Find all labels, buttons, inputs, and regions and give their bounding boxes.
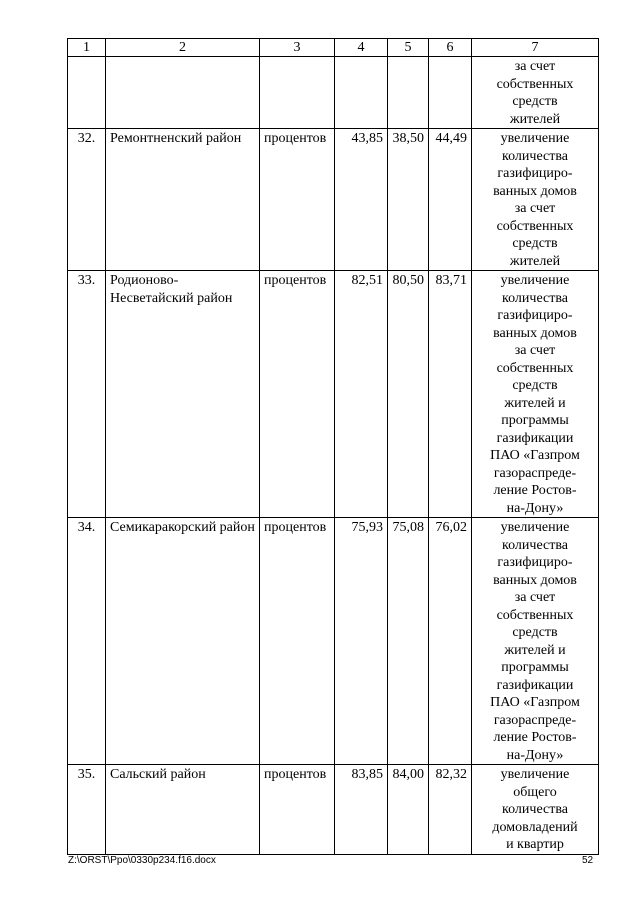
note-line: количества <box>502 290 568 306</box>
note-line: средств <box>512 94 558 109</box>
note-line: ление Ростов- <box>493 730 577 745</box>
note-line: увеличение <box>500 131 570 146</box>
value-col6-cell: 83,71 <box>429 271 472 518</box>
value-col4-cell <box>335 57 388 129</box>
note-line: на-Дону» <box>506 500 564 516</box>
note-line: собственных <box>496 607 574 623</box>
note-line: ванных домов <box>493 183 577 199</box>
value-col6-cell <box>429 57 472 129</box>
column-header-6: 6 <box>429 39 472 57</box>
value-col6-cell: 82,32 <box>429 765 472 855</box>
note-line: средств <box>512 236 558 251</box>
district-name-cell: Родионово-Несветайский район <box>106 271 260 518</box>
note-cell <box>472 271 599 518</box>
note-cell <box>472 57 599 129</box>
note-line: программы <box>501 413 569 428</box>
note-line: программы <box>501 660 569 675</box>
note-line: газифициро- <box>497 555 573 570</box>
note-line: ванных домов <box>493 572 577 588</box>
note-line: домовладений <box>492 819 578 835</box>
note-line: общего <box>513 784 557 800</box>
value-col4-cell: 82,51 <box>335 271 388 518</box>
data-table <box>67 38 599 855</box>
column-header-3: 3 <box>260 39 335 57</box>
note-line: ПАО «Газпром <box>490 695 580 710</box>
note-line: количества <box>502 148 568 164</box>
note-line: жителей <box>509 253 561 269</box>
value-col4-cell: 75,93 <box>335 518 388 765</box>
note-cell <box>472 129 599 271</box>
table-row <box>68 271 599 518</box>
footer-file-path: Z:\ORST\Ppo\0330p234.f16.docx <box>68 855 216 866</box>
table-row <box>68 129 599 271</box>
row-number-cell: 33. <box>68 271 106 518</box>
value-col5-cell <box>388 57 429 129</box>
value-col5-cell: 80,50 <box>388 271 429 518</box>
note-line: собственных <box>496 360 574 376</box>
note-line: газифициро- <box>497 166 573 181</box>
table-row <box>68 765 599 855</box>
value-col5-cell: 84,00 <box>388 765 429 855</box>
row-number-cell <box>68 57 106 129</box>
note-line: газифициро- <box>497 308 573 323</box>
unit-cell: процентов <box>260 271 335 518</box>
note-line: за счет <box>514 343 556 358</box>
note-line: средств <box>512 625 558 640</box>
note-line: за счет <box>514 590 556 605</box>
note-line: жителей <box>509 111 561 127</box>
note-line: увеличение <box>500 767 570 782</box>
note-line: средств <box>512 378 558 393</box>
note-line: жителей и <box>504 642 566 658</box>
value-col4-cell: 43,85 <box>335 129 388 271</box>
unit-cell: процентов <box>260 129 335 271</box>
unit-cell: процентов <box>260 765 335 855</box>
column-header-4: 4 <box>335 39 388 57</box>
value-col5-cell: 75,08 <box>388 518 429 765</box>
note-line: жителей и <box>504 395 566 411</box>
note-line: на-Дону» <box>506 747 564 763</box>
column-header-1: 1 <box>68 39 106 57</box>
row-number-cell: 34. <box>68 518 106 765</box>
value-col4-cell: 83,85 <box>335 765 388 855</box>
note-line: газораспреде- <box>493 465 577 481</box>
note-cell <box>472 518 599 765</box>
column-header-5: 5 <box>388 39 429 57</box>
unit-cell: процентов <box>260 518 335 765</box>
note-line: собственных <box>496 218 574 234</box>
table-header-row <box>68 39 599 57</box>
value-col6-cell: 76,02 <box>429 518 472 765</box>
table-row <box>68 518 599 765</box>
note-line: количества <box>502 537 568 553</box>
value-col6-cell: 44,49 <box>429 129 472 271</box>
note-line: увеличение <box>500 520 570 535</box>
note-line: ванных домов <box>493 325 577 341</box>
district-name-cell <box>106 57 260 129</box>
note-line: газификации <box>496 430 574 446</box>
note-line: и квартир <box>506 837 564 852</box>
note-line: газификации <box>496 677 574 693</box>
footer-page-number: 52 <box>582 855 594 866</box>
note-line: за счет <box>514 201 556 216</box>
district-name-cell: Семикаракорский район <box>106 518 260 765</box>
table-row <box>68 57 599 129</box>
row-number-cell: 32. <box>68 129 106 271</box>
note-cell <box>472 765 599 855</box>
row-number-cell: 35. <box>68 765 106 855</box>
unit-cell <box>260 57 335 129</box>
note-line: газораспреде- <box>493 712 577 728</box>
note-line: увеличение <box>500 273 570 288</box>
note-line: ление Ростов- <box>493 483 577 498</box>
district-name-cell: Сальский район <box>106 765 260 855</box>
note-line: собственных <box>496 76 574 92</box>
note-line: ПАО «Газпром <box>490 448 580 463</box>
district-name-cell: Ремонтненский район <box>106 129 260 271</box>
column-header-7: 7 <box>472 39 599 57</box>
column-header-2: 2 <box>106 39 260 57</box>
note-line: количества <box>502 802 568 817</box>
value-col5-cell: 38,50 <box>388 129 429 271</box>
note-line: за счет <box>514 59 556 74</box>
